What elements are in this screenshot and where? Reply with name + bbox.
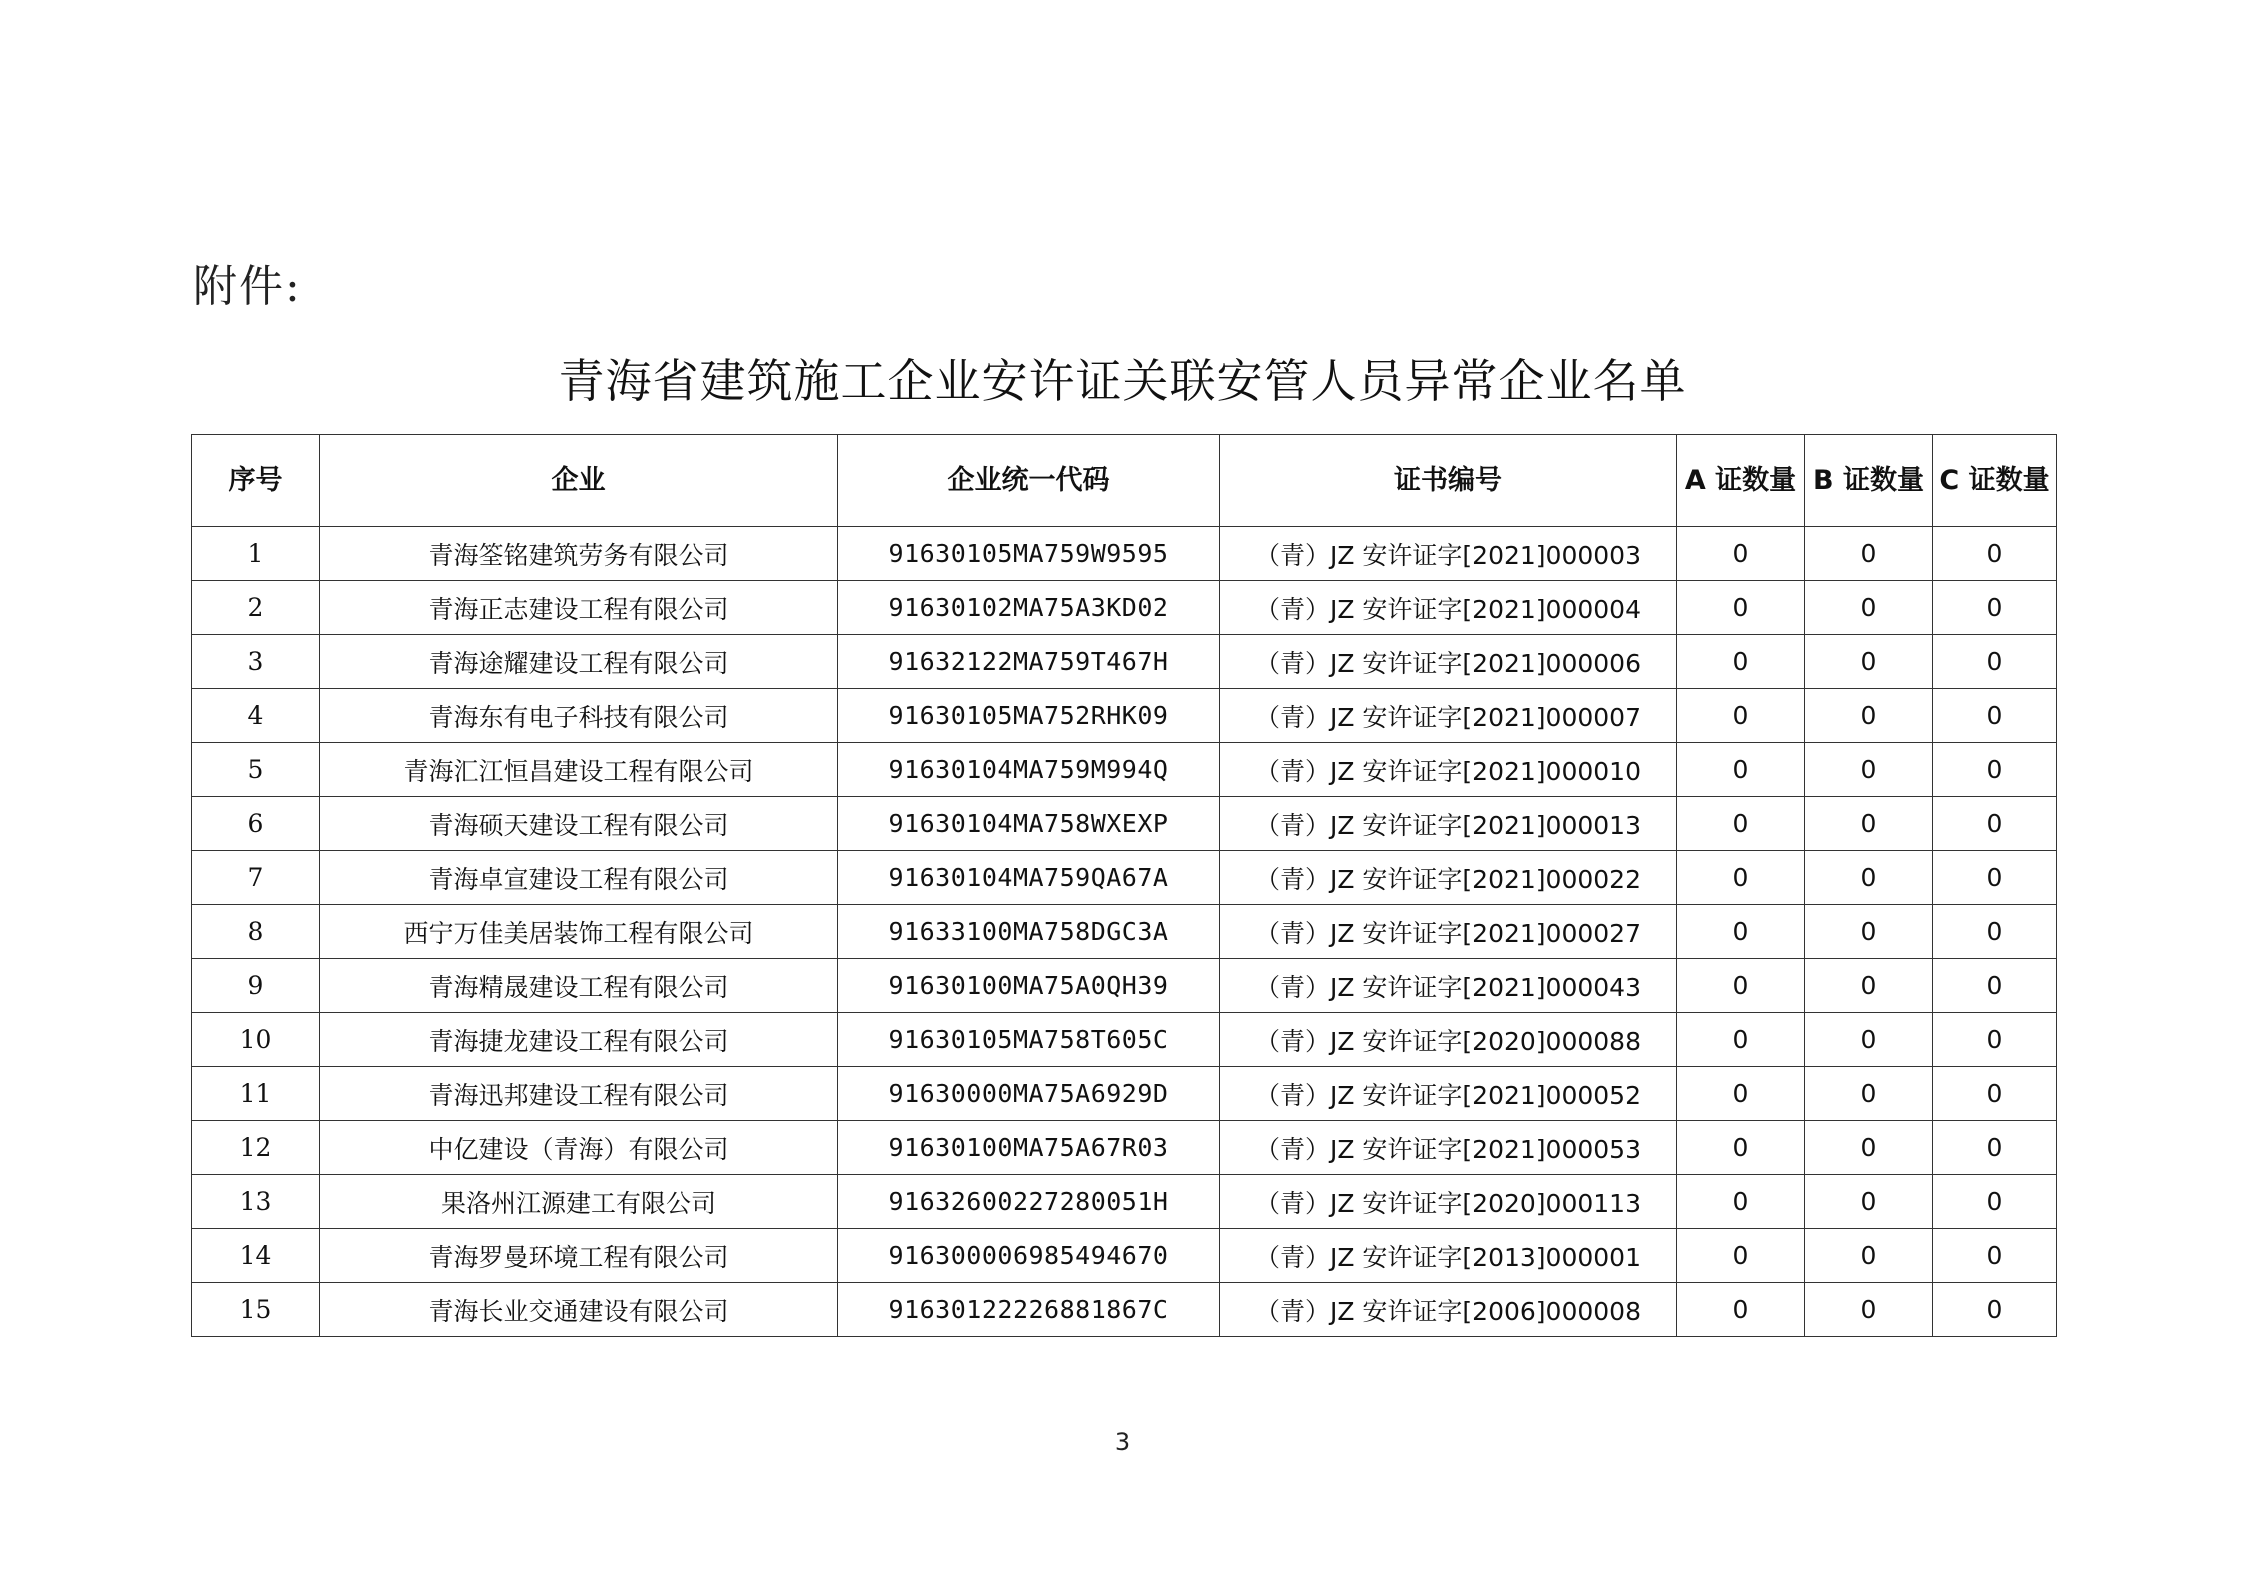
table-header-row xyxy=(192,435,2057,527)
cell-cert: （青）JZ 安许证字[2021]000043 xyxy=(1220,959,1677,1013)
header-a-count: A 证数量 xyxy=(1677,435,1805,527)
cell-seq: 3 xyxy=(192,635,320,689)
cell-a-count: 0 xyxy=(1677,1013,1805,1067)
cell-b-count: 0 xyxy=(1805,1121,1933,1175)
page-number: 3 xyxy=(1114,1428,1131,1456)
cell-company: 青海罗曼环境工程有限公司 xyxy=(320,1229,838,1283)
cell-a-count: 0 xyxy=(1677,527,1805,581)
table-row xyxy=(192,797,2057,851)
cell-a-count: 0 xyxy=(1677,797,1805,851)
cell-b-count: 0 xyxy=(1805,581,1933,635)
cell-b-count: 0 xyxy=(1805,1013,1933,1067)
cell-cert: （青）JZ 安许证字[2021]000007 xyxy=(1220,689,1677,743)
table-row xyxy=(192,1067,2057,1121)
cell-b-count: 0 xyxy=(1805,743,1933,797)
cell-c-count: 0 xyxy=(1933,689,2057,743)
cell-a-count: 0 xyxy=(1677,743,1805,797)
cell-cert: （青）JZ 安许证字[2021]000003 xyxy=(1220,527,1677,581)
table-row xyxy=(192,851,2057,905)
cell-b-count: 0 xyxy=(1805,1283,1933,1337)
cell-a-count: 0 xyxy=(1677,1121,1805,1175)
cell-c-count: 0 xyxy=(1933,1067,2057,1121)
cell-company: 果洛州江源建工有限公司 xyxy=(320,1175,838,1229)
table-row xyxy=(192,743,2057,797)
cell-code: 91632600227280051H xyxy=(838,1175,1220,1229)
header-c-count: C 证数量 xyxy=(1933,435,2057,527)
cell-code: 916300006985494670 xyxy=(838,1229,1220,1283)
cell-company: 青海正志建设工程有限公司 xyxy=(320,581,838,635)
cell-seq: 15 xyxy=(192,1283,320,1337)
cell-a-count: 0 xyxy=(1677,1229,1805,1283)
cell-seq: 4 xyxy=(192,689,320,743)
cell-cert: （青）JZ 安许证字[2013]000001 xyxy=(1220,1229,1677,1283)
cell-b-count: 0 xyxy=(1805,527,1933,581)
cell-company: 青海捷龙建设工程有限公司 xyxy=(320,1013,838,1067)
cell-c-count: 0 xyxy=(1933,635,2057,689)
table-row xyxy=(192,1229,2057,1283)
cell-code: 91630104MA759M994Q xyxy=(838,743,1220,797)
cell-company: 青海硕天建设工程有限公司 xyxy=(320,797,838,851)
cell-code: 91630105MA752RHK09 xyxy=(838,689,1220,743)
cell-c-count: 0 xyxy=(1933,1121,2057,1175)
cell-seq: 1 xyxy=(192,527,320,581)
cell-a-count: 0 xyxy=(1677,635,1805,689)
cell-c-count: 0 xyxy=(1933,851,2057,905)
cell-c-count: 0 xyxy=(1933,1013,2057,1067)
cell-a-count: 0 xyxy=(1677,1067,1805,1121)
cell-seq: 2 xyxy=(192,581,320,635)
cell-a-count: 0 xyxy=(1677,959,1805,1013)
header-company: 企业 xyxy=(320,435,838,527)
cell-a-count: 0 xyxy=(1677,689,1805,743)
cell-b-count: 0 xyxy=(1805,1175,1933,1229)
cell-company: 青海迅邦建设工程有限公司 xyxy=(320,1067,838,1121)
cell-b-count: 0 xyxy=(1805,797,1933,851)
table-row xyxy=(192,1283,2057,1337)
cell-company: 青海长业交通建设有限公司 xyxy=(320,1283,838,1337)
cell-company: 西宁万佳美居装饰工程有限公司 xyxy=(320,905,838,959)
cell-seq: 5 xyxy=(192,743,320,797)
cell-code: 91630102MA75A3KD02 xyxy=(838,581,1220,635)
cell-code: 91630100MA75A67R03 xyxy=(838,1121,1220,1175)
header-seq: 序号 xyxy=(192,435,320,527)
cell-cert: （青）JZ 安许证字[2021]000052 xyxy=(1220,1067,1677,1121)
cell-seq: 10 xyxy=(192,1013,320,1067)
cell-company: 青海筌铭建筑劳务有限公司 xyxy=(320,527,838,581)
cell-code: 91630122226881867C xyxy=(838,1283,1220,1337)
cell-c-count: 0 xyxy=(1933,743,2057,797)
cell-code: 91630105MA759W9595 xyxy=(838,527,1220,581)
cell-b-count: 0 xyxy=(1805,689,1933,743)
cell-seq: 11 xyxy=(192,1067,320,1121)
cell-company: 青海汇江恒昌建设工程有限公司 xyxy=(320,743,838,797)
cell-a-count: 0 xyxy=(1677,1283,1805,1337)
cell-seq: 14 xyxy=(192,1229,320,1283)
cell-seq: 7 xyxy=(192,851,320,905)
annex-label: 附件: xyxy=(193,261,302,312)
cell-c-count: 0 xyxy=(1933,1229,2057,1283)
cell-code: 91630104MA759QA67A xyxy=(838,851,1220,905)
cell-a-count: 0 xyxy=(1677,851,1805,905)
cell-company: 青海途耀建设工程有限公司 xyxy=(320,635,838,689)
cell-code: 91630105MA758T605C xyxy=(838,1013,1220,1067)
cell-code: 91632122MA759T467H xyxy=(838,635,1220,689)
cell-a-count: 0 xyxy=(1677,905,1805,959)
enterprise-table xyxy=(191,434,2057,1337)
cell-b-count: 0 xyxy=(1805,1229,1933,1283)
cell-b-count: 0 xyxy=(1805,1067,1933,1121)
cell-cert: （青）JZ 安许证字[2021]000027 xyxy=(1220,905,1677,959)
cell-cert: （青）JZ 安许证字[2021]000004 xyxy=(1220,581,1677,635)
cell-c-count: 0 xyxy=(1933,905,2057,959)
cell-seq: 9 xyxy=(192,959,320,1013)
cell-b-count: 0 xyxy=(1805,905,1933,959)
cell-cert: （青）JZ 安许证字[2020]000113 xyxy=(1220,1175,1677,1229)
table-row xyxy=(192,1013,2057,1067)
table-row xyxy=(192,1175,2057,1229)
cell-cert: （青）JZ 安许证字[2021]000022 xyxy=(1220,851,1677,905)
cell-b-count: 0 xyxy=(1805,635,1933,689)
cell-company: 青海东有电子科技有限公司 xyxy=(320,689,838,743)
table-body xyxy=(192,527,2057,1337)
cell-a-count: 0 xyxy=(1677,1175,1805,1229)
cell-cert: （青）JZ 安许证字[2021]000010 xyxy=(1220,743,1677,797)
page-title: 青海省建筑施工企业安许证关联安管人员异常企业名单 xyxy=(558,354,1687,408)
cell-cert: （青）JZ 安许证字[2020]000088 xyxy=(1220,1013,1677,1067)
cell-company: 青海卓宣建设工程有限公司 xyxy=(320,851,838,905)
cell-b-count: 0 xyxy=(1805,851,1933,905)
cell-seq: 12 xyxy=(192,1121,320,1175)
cell-company: 中亿建设（青海）有限公司 xyxy=(320,1121,838,1175)
cell-c-count: 0 xyxy=(1933,1283,2057,1337)
cell-c-count: 0 xyxy=(1933,959,2057,1013)
cell-code: 91630000MA75A6929D xyxy=(838,1067,1220,1121)
table-row xyxy=(192,581,2057,635)
header-b-count: B 证数量 xyxy=(1805,435,1933,527)
cell-code: 91630100MA75A0QH39 xyxy=(838,959,1220,1013)
cell-code: 91633100MA758DGC3A xyxy=(838,905,1220,959)
header-code: 企业统一代码 xyxy=(838,435,1220,527)
cell-company: 青海精晟建设工程有限公司 xyxy=(320,959,838,1013)
cell-code: 91630104MA758WXEXP xyxy=(838,797,1220,851)
cell-b-count: 0 xyxy=(1805,959,1933,1013)
table-row xyxy=(192,527,2057,581)
table-row xyxy=(192,635,2057,689)
cell-c-count: 0 xyxy=(1933,797,2057,851)
table-row xyxy=(192,689,2057,743)
cell-c-count: 0 xyxy=(1933,1175,2057,1229)
table-row xyxy=(192,905,2057,959)
cell-c-count: 0 xyxy=(1933,527,2057,581)
cell-seq: 13 xyxy=(192,1175,320,1229)
table-row xyxy=(192,1121,2057,1175)
table-row xyxy=(192,959,2057,1013)
cell-c-count: 0 xyxy=(1933,581,2057,635)
cell-cert: （青）JZ 安许证字[2021]000006 xyxy=(1220,635,1677,689)
cell-cert: （青）JZ 安许证字[2006]000008 xyxy=(1220,1283,1677,1337)
cell-a-count: 0 xyxy=(1677,581,1805,635)
cell-seq: 6 xyxy=(192,797,320,851)
cell-cert: （青）JZ 安许证字[2021]000053 xyxy=(1220,1121,1677,1175)
cell-cert: （青）JZ 安许证字[2021]000013 xyxy=(1220,797,1677,851)
cell-seq: 8 xyxy=(192,905,320,959)
header-cert: 证书编号 xyxy=(1220,435,1677,527)
